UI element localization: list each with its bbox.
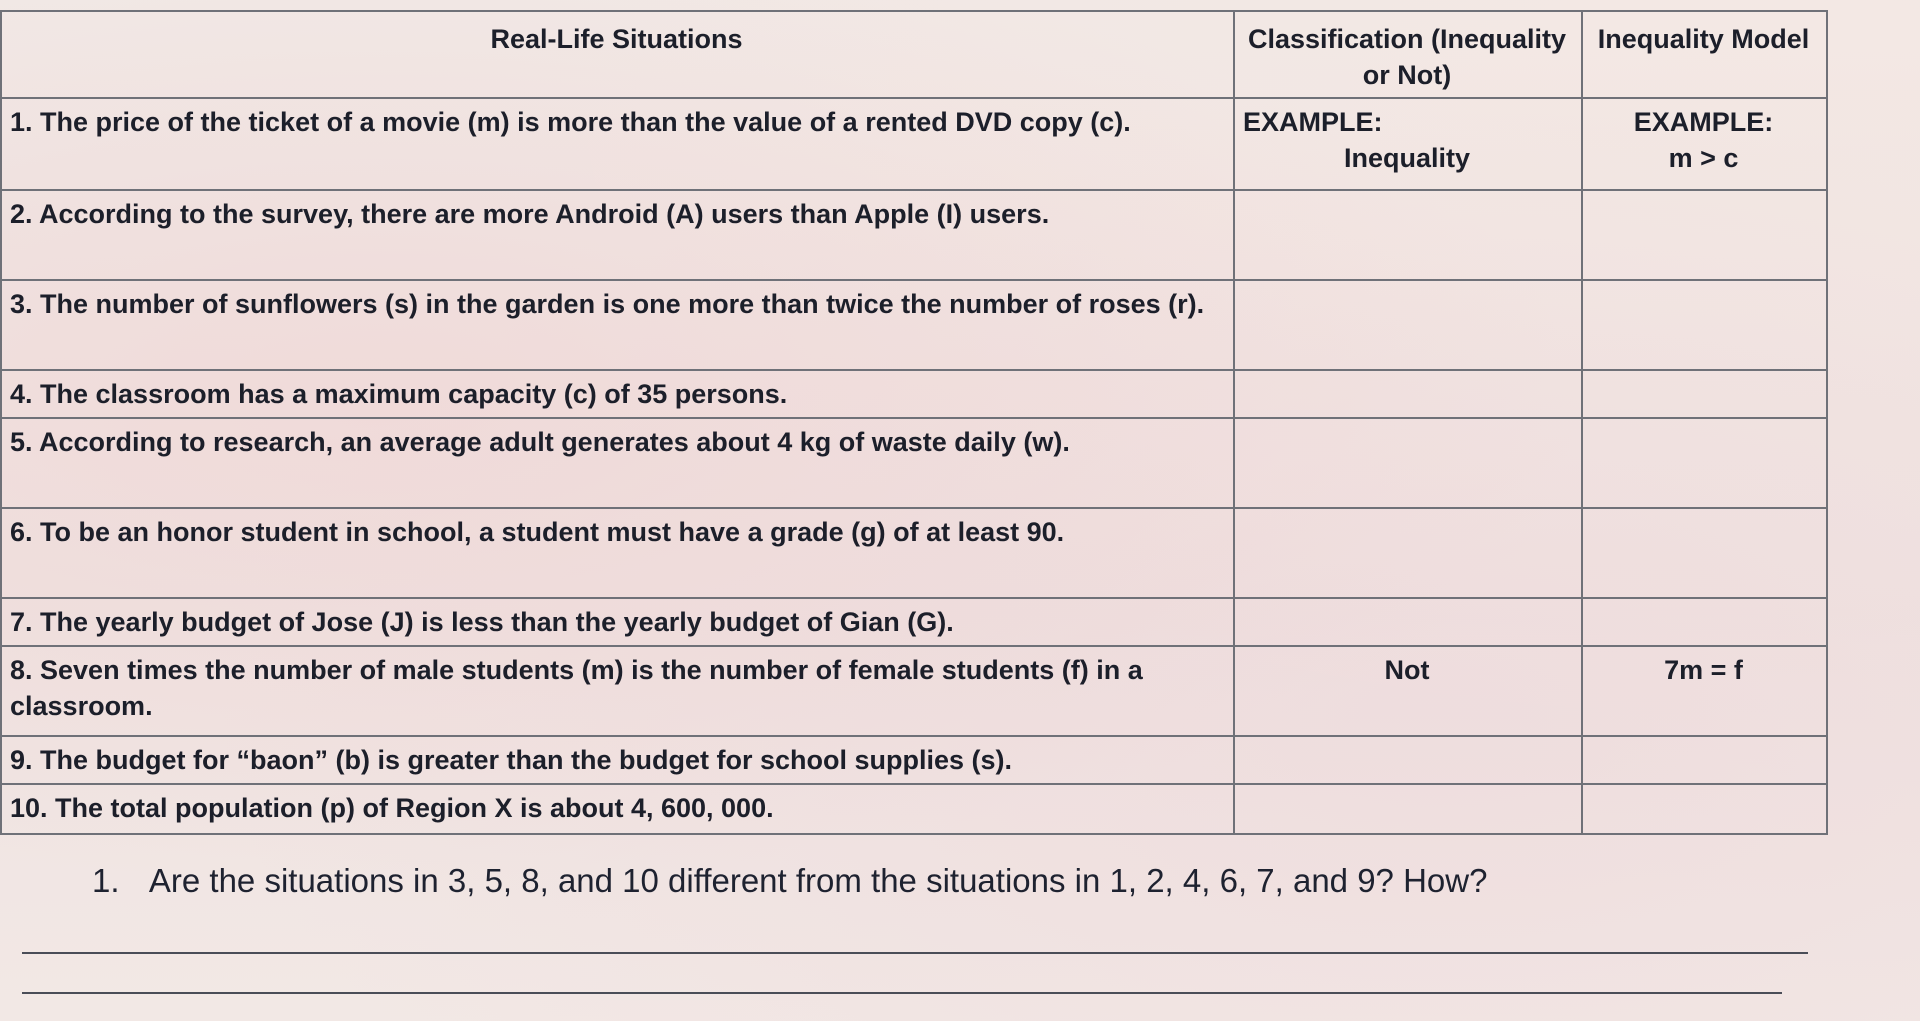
example-label: EXAMPLE: (1243, 107, 1383, 138)
header-classification: Classification (Inequality or Not) (1234, 11, 1582, 98)
answer-line[interactable] (22, 952, 1808, 954)
table-row (1, 98, 1827, 190)
model-value: m > c (1668, 142, 1739, 173)
question-text: Are the situations in 3, 5, 8, and 10 different from the situations in 1, 2, 4, 6, 7, and 9? How? (148, 862, 1488, 899)
classification-cell[interactable] (1234, 598, 1582, 646)
model-cell[interactable] (1582, 784, 1827, 834)
classification-value: Inequality (1343, 142, 1471, 173)
table-row (1, 190, 1827, 280)
situation-text: 3. The number of sunflowers (s) in the garden is one more than twice the number of roses (r). (1, 280, 1234, 370)
situation-text: 6. To be an honor student in school, a student must have a grade (g) of at least 90. (1, 508, 1234, 598)
table-row (1, 646, 1827, 736)
classification-cell[interactable] (1234, 280, 1582, 370)
classification-cell[interactable] (1234, 508, 1582, 598)
situation-text: 7. The yearly budget of Jose (J) is less than the yearly budget of Gian (G). (1, 598, 1234, 646)
header-situations: Real-Life Situations (1, 11, 1234, 98)
situation-text: 4. The classroom has a maximum capacity (c) of 35 persons. (1, 370, 1234, 418)
example-label: EXAMPLE: (1633, 107, 1774, 138)
table-row (1, 508, 1827, 598)
classification-cell[interactable] (1234, 784, 1582, 834)
model-cell[interactable] (1582, 508, 1827, 598)
situation-text: 2. According to the survey, there are more Android (A) users than Apple (I) users. (1, 190, 1234, 280)
situation-text: 8. Seven times the number of male students (m) is the number of female students (f) in a classroom. (1, 646, 1234, 736)
classification-cell[interactable] (1234, 370, 1582, 418)
header-model: Inequality Model (1582, 11, 1827, 98)
question-1 (92, 862, 1487, 900)
classification-cell[interactable] (1234, 418, 1582, 508)
situation-text: 5. According to research, an average adult generates about 4 kg of waste daily (w). (1, 418, 1234, 508)
table-row (1, 784, 1827, 834)
table-row (1, 280, 1827, 370)
model-cell[interactable] (1582, 280, 1827, 370)
model-cell[interactable] (1582, 370, 1827, 418)
table-header-row (1, 11, 1827, 98)
table-row (1, 370, 1827, 418)
model-cell (1582, 98, 1827, 190)
model-cell[interactable] (1582, 598, 1827, 646)
model-cell[interactable] (1582, 736, 1827, 784)
question-number: 1. (92, 862, 120, 899)
situation-text: 10. The total population (p) of Region X is about 4, 600, 000. (1, 784, 1234, 834)
table-row (1, 736, 1827, 784)
table-row (1, 598, 1827, 646)
classification-cell[interactable] (1234, 190, 1582, 280)
situation-text: 1. The price of the ticket of a movie (m) is more than the value of a rented DVD copy (c). (1, 98, 1234, 190)
table-row (1, 418, 1827, 508)
classification-cell (1234, 98, 1582, 190)
model-cell[interactable]: 7m = f (1582, 646, 1827, 736)
classification-cell[interactable]: Not (1234, 646, 1582, 736)
inequality-table (0, 10, 1828, 835)
situation-text: 9. The budget for “baon” (b) is greater than the budget for school supplies (s). (1, 736, 1234, 784)
model-cell[interactable] (1582, 190, 1827, 280)
answer-line[interactable] (22, 992, 1782, 994)
model-cell[interactable] (1582, 418, 1827, 508)
classification-cell[interactable] (1234, 736, 1582, 784)
